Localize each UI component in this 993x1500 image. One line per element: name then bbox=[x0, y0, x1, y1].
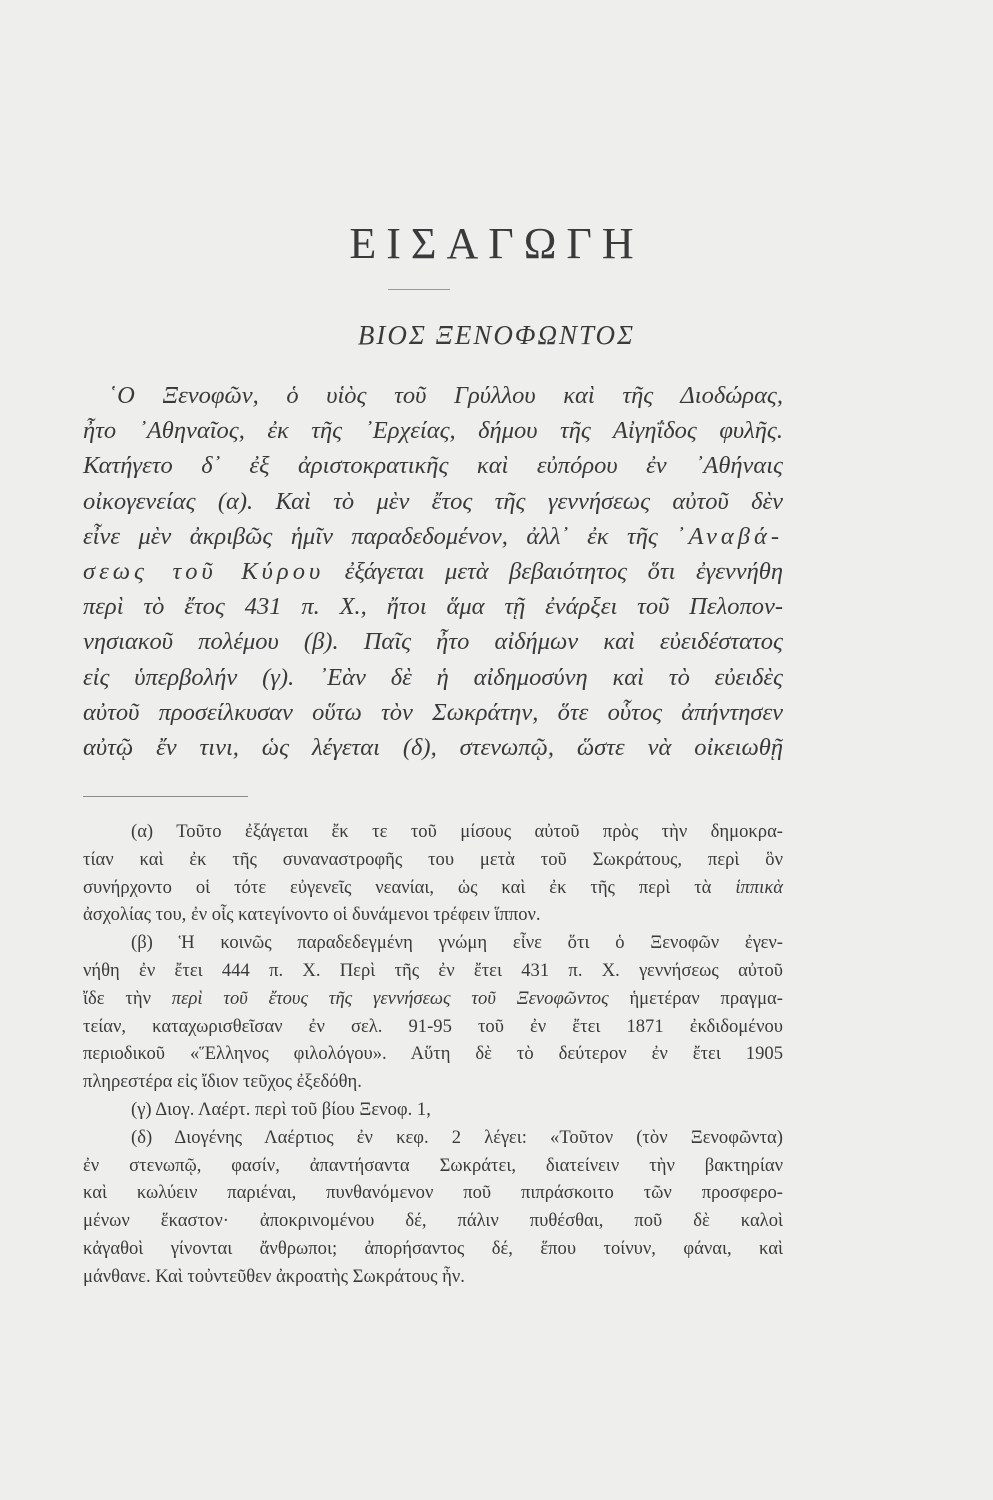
body-line: αὐτῷ ἔν τινι, ὡς λέγεται (δ), στενωπῷ, ὥστε νὰ οἰκειωθῇ bbox=[83, 734, 783, 762]
footnote-line: περιοδικοῦ «Ἕλληνος φιλολόγου». Αὕτη δὲ τὸ δεύτερον ἐν ἔτει 1905 bbox=[83, 1043, 783, 1065]
footnote-line: ἐν στενωπῷ, φασίν, ἀπαντήσαντα Σωκράτει, διατείνειν τὴν βακτηρίαν bbox=[83, 1154, 783, 1176]
footnote-line: μένων ἕκαστον· ἀποκρινομένου δέ, πάλιν πυθέσθαι, ποῦ δὲ καλοὶ bbox=[83, 1210, 783, 1232]
page-title: ΕΙΣΑΓΩΓΗ bbox=[349, 219, 644, 268]
footnote-line: μάνθανε. Καὶ τοὐντεῦθεν ἀκροατὴς Σωκράτους ἦν. bbox=[83, 1265, 465, 1287]
footnote-divider bbox=[83, 796, 248, 797]
body-line: ἦτο ᾿Αθηναῖος, ἐκ τῆς ᾿Ερχείας, δήμου τῆς Αἰγηΐδος φυλῆς. bbox=[83, 417, 783, 445]
footnotes bbox=[83, 818, 783, 1291]
body-line bbox=[83, 519, 783, 554]
footnote-line: κἀγαθοὶ γίνονται ἄνθρωποι; ἀπορήσαντος δέ, ἕπου τοίνυν, φάναι, καὶ bbox=[83, 1237, 783, 1259]
body-line-rest: ἐξάγεται μετὰ βεβαιότητος ὅτι ἐγεννήθη bbox=[344, 558, 783, 586]
body-line: εἰς ὑπερβολήν (γ). ᾿Εὰν δὲ ἡ αἰδημοσύνη καὶ τὸ εὐειδὲς bbox=[83, 663, 783, 691]
title-divider bbox=[388, 289, 450, 290]
body-line-text: εἶνε μὲν ἀκριβῶς ἡμῖν παραδεδομένον, ἀλλ᾿ ἐκ τῆς bbox=[83, 522, 658, 550]
footnote-line: νήθη ἐν ἔτει 444 π. Χ. Περὶ τῆς ἐν ἔτει 431 π. Χ. γεννήσεως αὐτοῦ bbox=[83, 959, 783, 981]
footnote-line: τείαν, καταχωρισθεῖσαν ἐν σελ. 91-95 τοῦ ἐν ἔτει 1871 ἐκδιδομένου bbox=[83, 1015, 783, 1037]
footnote-italic: ἱππικὰ bbox=[735, 876, 784, 898]
body-line: οἰκογενείας (α). Καὶ τὸ μὲν ἔτος τῆς γεννήσεως αὐτοῦ δὲν bbox=[83, 487, 783, 515]
main-text bbox=[83, 378, 783, 765]
section-title: ΒΙΟΣ ΞΕΝΟΦΩΝΤΟΣ bbox=[357, 320, 636, 350]
footnote-line bbox=[83, 985, 783, 1013]
footnote-line: (γ) Διογ. Λαέρτ. περὶ τοῦ βίου Ξενοφ. 1, bbox=[131, 1098, 431, 1120]
body-line: περὶ τὸ ἔτος 431 π. Χ., ἤτοι ἅμα τῇ ἐνάρξει τοῦ Πελοπον- bbox=[83, 593, 783, 621]
footnote-line: (α) Τοῦτο ἐξάγεται ἔκ τε τοῦ μίσους αὐτοῦ πρὸς τὴν δημοκρα- bbox=[131, 821, 783, 842]
footnote-text: ἴδε τὴν bbox=[83, 987, 151, 1009]
body-line: νησιακοῦ πολέμου (β). Παῖς ἦτο αἰδήμων καὶ εὐειδέστατος bbox=[83, 628, 783, 656]
body-line bbox=[83, 554, 783, 589]
footnote-line: τίαν καὶ ἐκ τῆς συναναστροφῆς του μετὰ τοῦ Σωκράτους, περὶ ὃν bbox=[83, 848, 783, 870]
footnote-line: (β) Ἡ κοινῶς παραδεδεγμένη γνώμη εἶνε ὅτι ὁ Ξενοφῶν ἐγεν- bbox=[131, 932, 783, 954]
footnote-line: ἀσχολίας του, ἐν οἷς κατεγίνοντο οἱ δυνάμενοι τρέφειν ἵππον. bbox=[83, 904, 541, 926]
body-line: Κατήγετο δ᾿ ἐξ ἀριστοκρατικῆς καὶ εὐπόρου ἐν ᾿Αθήναις bbox=[83, 452, 783, 480]
body-line: αὐτοῦ προσείλκυσαν οὕτω τὸν Σωκράτην, ὅτε οὗτος ἀπήντησεν bbox=[83, 698, 783, 726]
footnote-italic: περὶ τοῦ ἔτους τῆς γεννήσεως τοῦ Ξενοφῶντος bbox=[171, 987, 609, 1009]
footnote-text: συνήρχοντο οἱ τότε εὐγενεῖς νεανίαι, ὡς καὶ ἐκ τῆς περὶ τὰ bbox=[83, 876, 712, 898]
body-line: ῾Ο Ξενοφῶν, ὁ υἱὸς τοῦ Γρύλλου καὶ τῆς Διοδώρας, bbox=[109, 382, 783, 409]
spaced-words: σεως τοῦ Κύρου bbox=[83, 558, 325, 586]
footnote-line bbox=[83, 874, 783, 902]
footnote-line: καὶ κωλύειν παριέναι, πυνθανόμενον ποῦ πιπράσκοιτο τῶν προσφερο- bbox=[83, 1182, 783, 1204]
footnote-line: (δ) Διογένης Λαέρτιος ἐν κεφ. 2 λέγει: «Τοῦτον (τὸν Ξενοφῶντα) bbox=[131, 1126, 783, 1148]
footnote-line: πληρεστέρα εἰς ἴδιον τεῦχος ἐξεδόθη. bbox=[83, 1071, 362, 1093]
footnote-text: ἡμετέραν πραγμα- bbox=[629, 987, 783, 1009]
spaced-word: ᾿Αναβά- bbox=[676, 522, 784, 550]
